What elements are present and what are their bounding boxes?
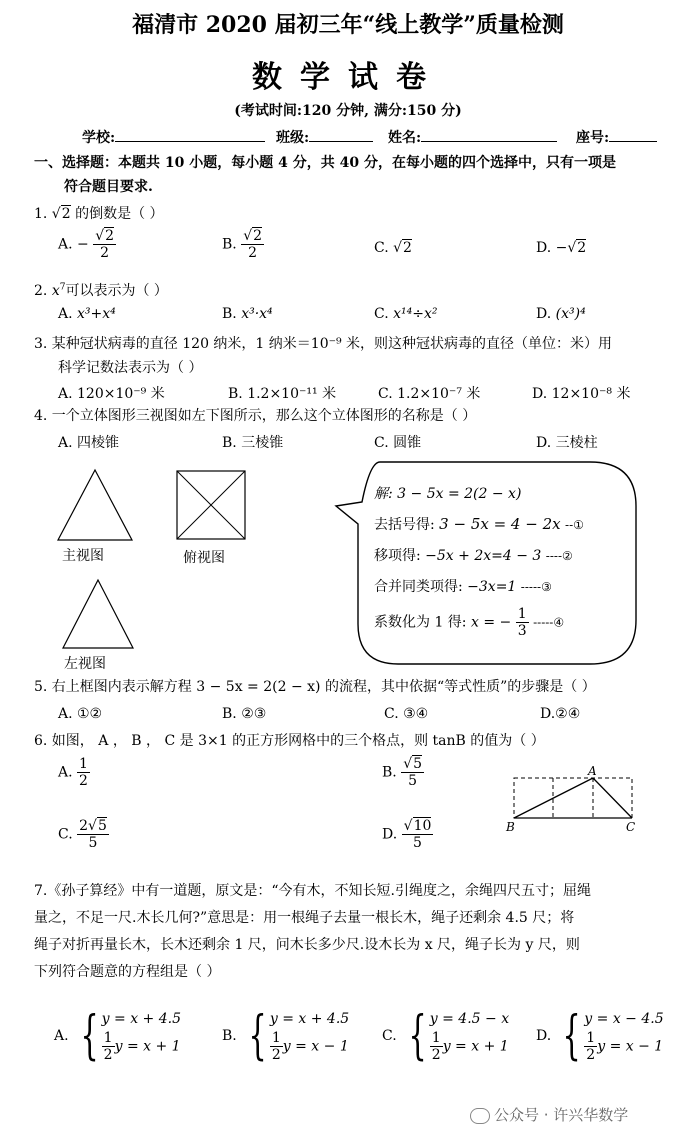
q6-option-c[interactable]: C. $\frac{2√5}{5}$ [58,818,107,851]
point-a-label: A [588,764,597,778]
school-blank [115,127,265,142]
seat-field [576,127,657,147]
section-heading-cont: 符合题目要求. [64,179,153,195]
class-field [276,127,373,147]
class-label: 班级: [276,130,310,146]
q3-option-d[interactable]: D. 12×10⁻⁸ 米 [532,386,631,402]
q7-option-a[interactable]: A. { y = x + 4.5 $\frac{1}{2}$ y = x + 1 [54,1005,181,1066]
point-b-label: B [506,820,515,834]
q3-stem-cont: 科学记数法表示为（ ） [58,360,203,376]
q5-stem: 5. 右上框图内表示解方程 3 − 5x = 2(2 − x) 的流程，其中依据“等式性质”的步骤是（ ） [34,679,596,695]
q4-option-d[interactable]: D. 三棱柱 [536,435,598,451]
q6-option-b[interactable]: B. $\frac{√5}{5}$ [382,756,423,789]
q7-option-d[interactable]: D. { y = x − 4.5 $\frac{1}{2}$ y = x − 1 [536,1005,664,1066]
q3-stem: 3. 某种冠状病毒的直径 120 纳米，1 纳米＝10⁻⁹ 米，则这种冠状病毒的直径（单位：米）用 [34,336,613,352]
q2-option-c[interactable]: C. x¹⁴÷x² [374,306,438,322]
q7-option-b[interactable]: B. { y = x + 4.5 $\frac{1}{2}$ y = x − 1 [222,1005,350,1066]
bubble-line-0: 解: 3 − 5x = 2(2 − x) [374,486,522,502]
exam-subtitle: 数学试卷 [252,60,444,95]
q4-option-a[interactable]: A. 四棱锥 [58,435,120,451]
q1-option-a[interactable]: A. − $\frac{√2}{2}$ [58,228,115,261]
left-view-triangle [60,578,136,650]
q5-option-d[interactable]: D.②④ [540,706,581,722]
top-view-square [176,470,246,540]
seat-label: 座号: [576,130,610,146]
school-label: 学校: [82,130,116,146]
q4-stem: 4. 一个立体图形三视图如左下图所示，那么这个立体图形的名称是（ ） [34,408,477,424]
bubble-line-3: 合并同类项得: −3x=1 -----③ [374,579,552,595]
bubble-line-1: 去括号得: 3 − 5x = 4 − 2x --① [374,515,584,533]
left-view-label: 左视图 [64,656,106,672]
q5-option-b[interactable]: B. ②③ [222,706,267,722]
q6-option-a[interactable]: A. $\frac{1}{2}$ [58,756,88,789]
school-field [82,127,265,147]
q5-option-c[interactable]: C. ③④ [384,706,429,722]
q5-option-a[interactable]: A. ①② [58,706,103,722]
q1-stem: 1. √2 的倒数是（ ） [34,206,164,222]
exam-title: 福清市 2020 届初三年“线上教学”质量检测 [132,12,564,38]
top-view-label: 俯视图 [183,550,225,566]
q4-option-b[interactable]: B. 三棱锥 [222,435,284,451]
front-view-label: 主视图 [62,548,104,564]
q7-stem-4: 下列符合题意的方程组是（ ） [34,964,221,980]
section-heading: 一、选择题：本题共 10 小题，每小题 4 分，共 40 分，在每小题的四个选择中，只有一项是 [34,155,616,171]
seat-blank [609,127,657,142]
q3-option-c[interactable]: C. 1.2×10⁻⁷ 米 [378,386,481,402]
name-field [388,127,557,147]
front-view-triangle [55,468,135,542]
bubble-line-4: 系数化为 1 得: x = − $\frac{1}{3}$ -----④ [374,606,565,639]
q3-option-a[interactable]: A. 120×10⁻⁹ 米 [58,386,165,402]
q2-option-a[interactable]: A. x³+x⁴ [58,306,116,322]
q2-option-d[interactable]: D. (x³)⁴ [536,306,586,322]
q1-option-c[interactable]: C. √2 [374,240,412,256]
q6-option-d[interactable]: D. $\frac{√10}{5}$ [382,818,432,851]
exam-info: (考试时间:120 分钟, 满分:150 分) [234,103,462,119]
q6-grid-figure [504,764,644,834]
q7-stem-1: 7.《孙子算经》中有一道题，原文是：“今有木，不知长短.引绳度之，余绳四尺五寸；屈绳 [34,883,591,899]
q4-option-c[interactable]: C. 圆锥 [374,435,422,451]
point-c-label: C [626,820,636,834]
q7-option-c[interactable]: C. { y = 4.5 − x $\frac{1}{2}$ y = x + 1 [382,1005,510,1066]
watermark: 公众号 · 许兴华数学 [470,1104,628,1125]
q2-stem: 2. $x^7$可以表示为（ ） [34,282,168,299]
q3-option-b[interactable]: B. 1.2×10⁻¹¹ 米 [228,386,337,402]
q7-stem-2: 量之，不足一尺.木长几何?”意思是：用一根绳子去量一根长木，绳子还剩余 4.5 尺；将 [34,910,575,926]
q1-option-b[interactable]: B. $\frac{√2}{2}$ [222,228,263,261]
name-blank [421,127,557,142]
q7-stem-3: 绳子对折再量长木，长木还剩余 1 尺，问木长多少尺.设木长为 x 尺，绳子长为 y 尺，则 [34,937,580,953]
bubble-line-2: 移项得: −5x + 2x=4 − 3 ----② [374,548,573,564]
q6-stem: 6. 如图， A ， B ， C 是 3×1 的正方形网格中的三个格点，则 tanB 的值为（ ） [34,733,545,749]
q1-option-d[interactable]: D. −√2 [536,240,587,256]
wechat-icon [470,1108,490,1124]
q2-option-b[interactable]: B. x³·x⁴ [222,306,273,322]
name-label: 姓名: [388,130,422,146]
class-blank [309,127,373,142]
